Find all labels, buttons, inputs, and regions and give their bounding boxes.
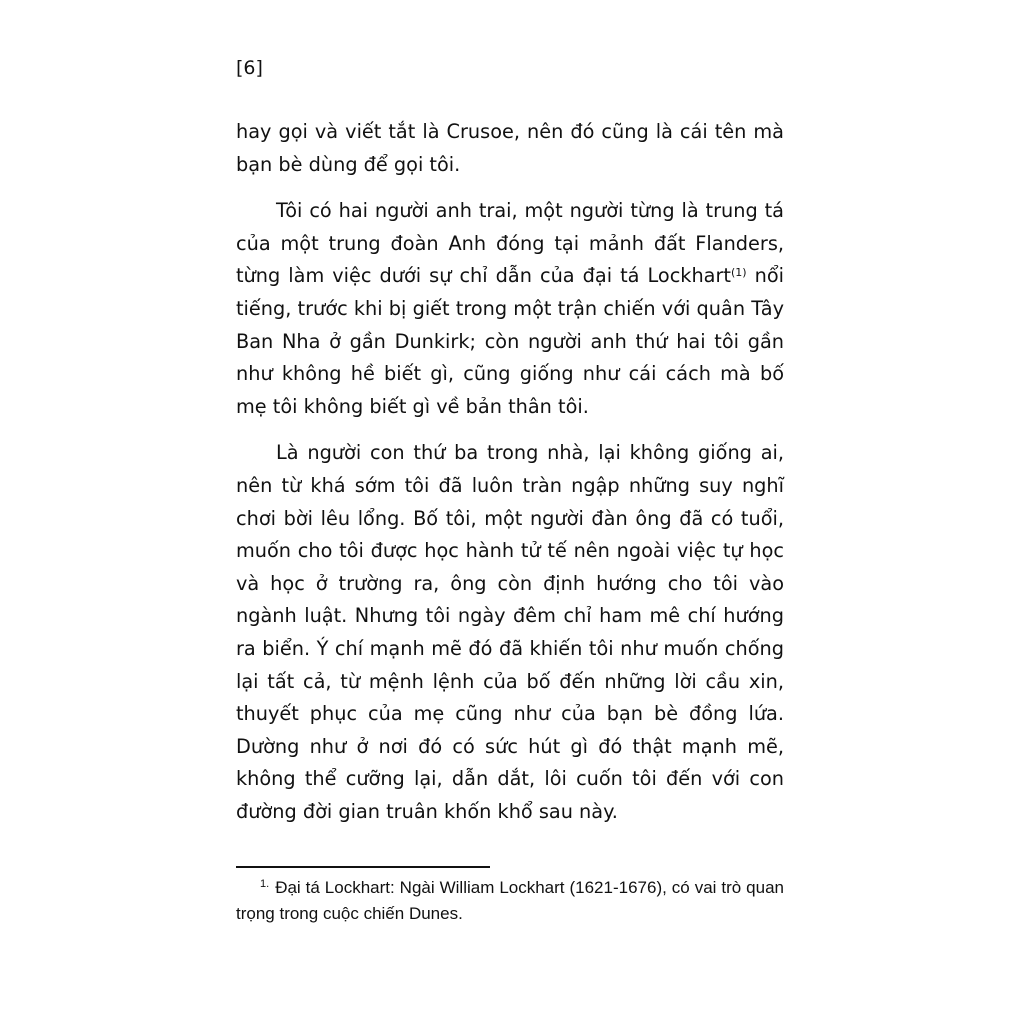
footnote-divider	[236, 866, 490, 868]
footnote-reference: (1)	[730, 266, 747, 280]
footnote	[236, 875, 784, 927]
paragraph-2-text-before-ref: Tôi có hai người anh trai, một người từng là trung tá của một trung đoàn Anh đóng tại mảnh đất Flanders, từng làm việc dưới sự chỉ dẫn của đại tá Lockhart	[236, 199, 784, 288]
footnote-text: Đại tá Lockhart: Ngài William Lockhart (1621-1676), có vai trò quan trọng trong cuộc chiến Dunes.	[236, 878, 784, 923]
page-number: [6]	[236, 57, 263, 79]
body-text	[236, 116, 784, 828]
paragraph-3: Là người con thứ ba trong nhà, lại không giống ai, nên từ khá sớm tôi đã luôn tràn ngập những suy nghĩ chơi bời lêu lổng. Bố tôi, một người đàn ông đã có tuổi, muốn cho tôi được học hành tử tế nên ngoài việc tự học và học ở trường ra, ông còn định hướng cho tôi vào ngành luật. Nhưng tôi ngày đêm chỉ ham mê chí hướng ra biển. Ý chí mạnh mẽ đó đã khiến tôi như muốn chống lại tất cả, từ mệnh lệnh của bố đến những lời cầu xin, thuyết phục của mẹ cũng như của bạn bè đồng lứa. Dường như ở nơi đó có sức hút gì đó thật mạnh mẽ, không thể cưỡng lại, dẫn dắt, lôi cuốn tôi đến với con đường đời gian truân khốn khổ sau này.	[236, 441, 784, 823]
paragraph-2	[236, 195, 784, 423]
paragraph-2-text-after-ref: nổi tiếng, trước khi bị giết trong một trận chiến với quân Tây Ban Nha ở gần Dunkirk; còn người anh thứ hai tôi gần như không hề biết gì, cũng giống như cái cách mà bố mẹ tôi không biết gì về bản thân tôi.	[236, 264, 784, 418]
paragraph-1: hay gọi và viết tắt là Crusoe, nên đó cũng là cái tên mà bạn bè dùng để gọi tôi.	[236, 120, 784, 176]
footnote-marker: 1.	[260, 878, 270, 890]
